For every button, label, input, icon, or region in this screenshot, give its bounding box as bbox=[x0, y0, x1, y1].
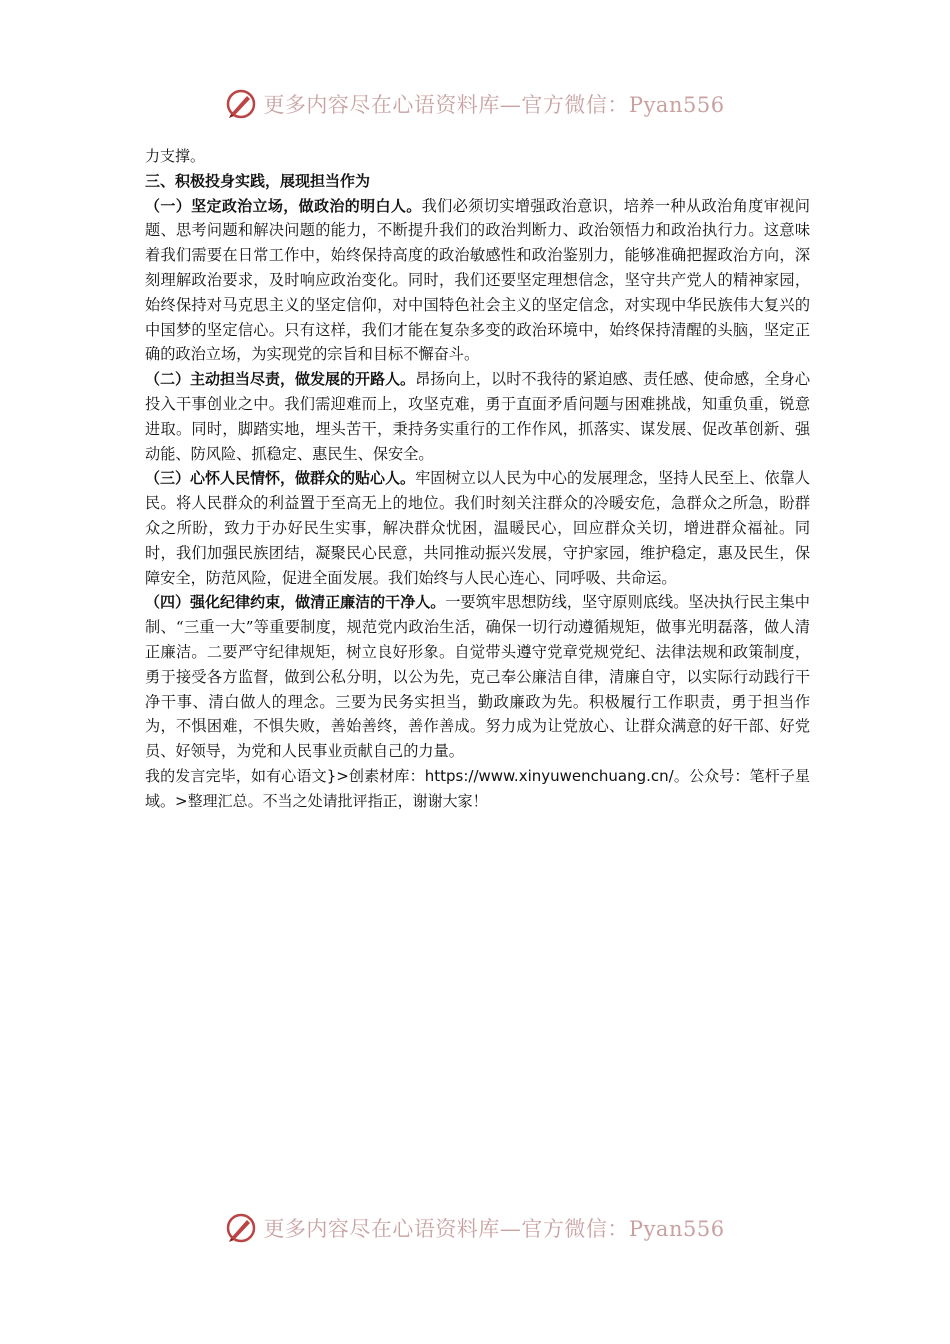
paragraph-continuation: 力支撑。 bbox=[145, 147, 206, 165]
footer-banner-text: 更多内容尽在心语资料库—官方微信：Pyan556 bbox=[263, 1217, 725, 1241]
paragraph-2-text: 昂扬向上，以时不我待的紧迫感、责任感、使命感，全身心投入干事创业之中。我们需迎难而上，攻坚克难，勇于直面矛盾问题与困难挑战，知重负重，锐意进取。同时，脚踏实地，埋头苦干，秉持务实重行的工作作风，抓落实、谋发展、促改革创新、强动能、防风险、抓稳定、惠民生、保安全。 bbox=[145, 370, 811, 463]
paragraph-2 bbox=[145, 367, 810, 466]
paragraph-2-lead: （二）主动担当尽责，做发展的开路人。 bbox=[145, 370, 416, 389]
document-body bbox=[145, 144, 810, 814]
paragraph-1-lead: （一）坚定政治立场，做政治的明白人。 bbox=[145, 196, 422, 215]
closing-paragraph: 我的发言完毕，如有心语文}>创素材库：https://www.xinyuwenchuang.cn/。公众号：笔杆子星域。>整理汇总。不当之处请批评指正，谢谢大家！ bbox=[145, 766, 810, 810]
section-heading: 三、积极投身实践，展现担当作为 bbox=[145, 171, 371, 190]
paragraph-4-lead: （四）强化纪律约束，做清正廉洁的干净人。 bbox=[145, 593, 446, 612]
paragraph-1-text: 我们必须切实增强政治意识，培养一种从政治角度审视问题、思考问题和解决问题的能力，不断提升我们的政治判断力、政治领悟力和政治执行力。这意味着我们需要在日常工作中，始终保持高度的政治敏感性和政治鉴别力，能够准确把握政治方向，深刻理解政治要求，及时响应政治变化。同时，我们还要坚定理想信念，坚守共产党人的精神家园，始终保持对马克思主义的坚定信仰，对中国特色社会主义的坚定信念，对实现中华民族伟大复兴的中国梦的坚定信心。只有这样，我们才能在复杂多变的政治环境中，始终保持清醒的头脑，坚定正确的政治立场，为实现党的宗旨和目标不懈奋斗。 bbox=[145, 196, 810, 364]
pen-logo-icon bbox=[225, 1212, 257, 1244]
footer-banner bbox=[0, 1208, 950, 1248]
paragraph-4-text: 一要筑牢思想防线，坚守原则底线。坚决执行民主集中制、“三重一大”等重要制度，规范党内政治生活，确保一切行动遵循规矩，做事光明磊落，做人清正廉洁。二要严守纪律规矩，树立良好形象。自觉带头遵守党章党规党纪、法律法规和政策制度，勇于接受各方监督，做到公私分明，以公为先，克己奉公廉洁自律，清廉自守，以实际行动践行干净干事、清白做人的理念。三要为民务实担当，勤政廉政为先。积极履行工作职责，勇于担当作为，不惧困难，不惧失败，善始善终，善作善成。努力成为让党放心、让群众满意的好干部、好党员、好领导，为党和人民事业贡献自己的力量。 bbox=[145, 593, 810, 761]
paragraph-3-lead: （三）心怀人民情怀，做群众的贴心人。 bbox=[145, 469, 416, 488]
header-banner bbox=[0, 84, 950, 124]
header-banner-text: 更多内容尽在心语资料库—官方微信：Pyan556 bbox=[263, 93, 725, 117]
pen-logo-icon bbox=[225, 88, 257, 120]
paragraph-1 bbox=[145, 194, 810, 368]
paragraph-3-text: 牢固树立以人民为中心的发展理念，坚持人民至上、依靠人民。将人民群众的利益置于至高无上的地位。我们时刻关注群众的冷暖安危，急群众之所急，盼群众之所盼，致力于办好民生实事，解决群众忧困，温暖民心，回应群众关切，增进群众福祉。同时，我们加强民族团结，凝聚民心民意，共同推动振兴发展，守护家园，维护稳定，惠及民生，保障安全，防范风险，促进全面发展。我们始终与人民心连心、同呼吸、共命运。 bbox=[145, 469, 811, 587]
paragraph-4 bbox=[145, 590, 810, 764]
paragraph-3 bbox=[145, 466, 810, 590]
